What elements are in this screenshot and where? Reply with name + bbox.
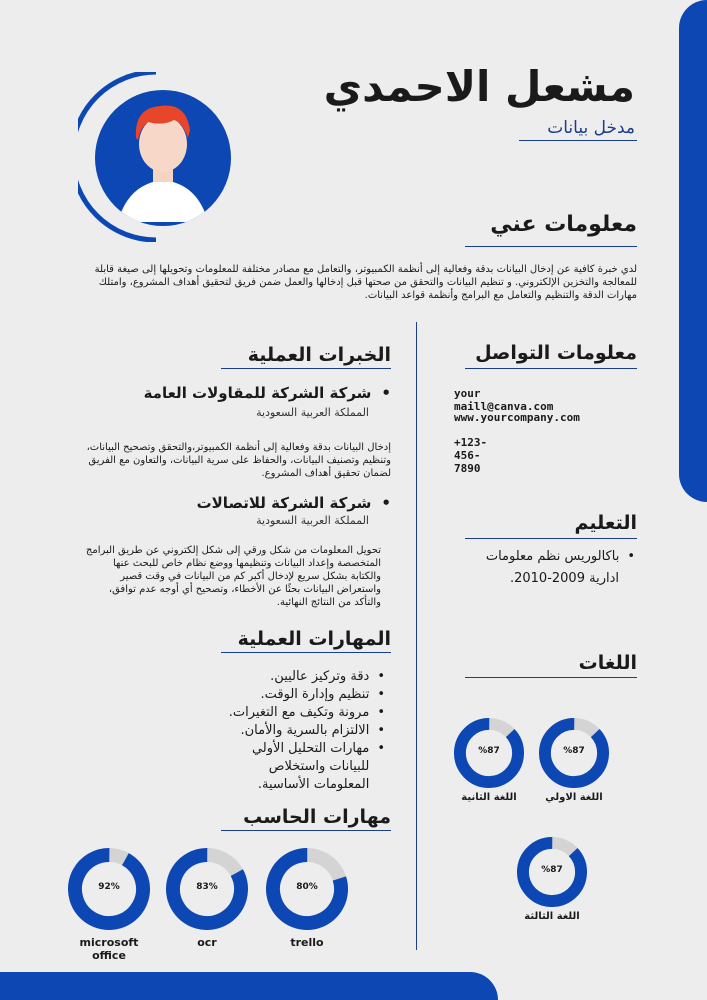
job-1 — [71, 384, 391, 419]
experience-underline — [221, 368, 391, 369]
person-role: مدخل بيانات — [547, 118, 635, 138]
job-1-location: المملكة العربية السعودية — [256, 406, 369, 419]
skills-underline — [221, 652, 391, 653]
language-2 — [454, 718, 534, 803]
computer-skill-2-label: ocr — [197, 936, 217, 949]
job-2-company: •شركة الشركة للاتصالات — [196, 494, 391, 512]
column-divider — [416, 322, 417, 950]
language-2-pct: %87 — [478, 746, 500, 756]
skill-item: •دقة وتركيز عاليين. — [270, 669, 385, 684]
about-underline — [465, 246, 637, 247]
computer-skill-2 — [166, 848, 252, 949]
skill-item: •الالتزام بالسرية والأمان. — [240, 723, 385, 738]
computer-title: مهارات الحاسب — [243, 806, 391, 828]
computer-skill-3 — [68, 848, 154, 962]
languages-underline — [465, 677, 637, 678]
skills-title: المهارات العملية — [237, 628, 391, 650]
role-underline — [519, 140, 637, 141]
skill-item: •مرونة وتكيف مع التغيرات. — [228, 705, 385, 720]
skill-item: • مهارات التحليل الأولي للبيانات واستخلاص المعلومات الأساسية. — [251, 741, 385, 792]
contact-underline — [465, 368, 637, 369]
person-name: مشعل الاحمدي — [323, 62, 635, 111]
experience-title: الخبرات العملية — [247, 344, 391, 366]
avatar — [78, 72, 248, 242]
job-2-location: المملكة العربية السعودية — [256, 514, 369, 527]
education-detail: ادارية 2009-2010. — [509, 571, 619, 586]
about-text: لدي خبرة كافية عن إدخال البيانات بدقة وفعالية إلى أنظمة الكمبيوتر، والتعامل مع مصادر مختلفة للمعلومات وتحويلها إلى صيغة قابلة للمعالجة والتخزين الإلكتروني. و تنظيم البيانات والتحقق من صحتها قبل إدخالها والعمل ضمن فريق لتحقيق أهداف المشروع، وامتلك مهارات الدقة والتنظيم والتعامل مع البرامج وأنظمة قواعد البيانات. — [94, 264, 637, 301]
language-3-label: اللغة الثالثة — [524, 911, 580, 922]
language-1 — [539, 718, 619, 803]
language-3 — [517, 837, 597, 922]
language-3-pct: %87 — [541, 865, 563, 875]
decor-bar-right — [679, 0, 707, 502]
education-title: التعليم — [574, 512, 637, 534]
education-entry — [455, 546, 635, 590]
skills-list — [205, 668, 385, 794]
job-2-description: تحويل المعلومات من شكل ورقي إلى شكل إلكتروني عن طريق البرامج المتخصصة وإعداد البيانات وتنظيمها ووضع نظام خاص للبحث عنها والكتابة بشكل سريع لإدخال أكبر كم من البيانات في وقت قصير واستعراض البيانات بحثًا عن الأخطاء، وتصحيح أي أوجه عدم توافق، والتأكد من النتائج النهائية. — [85, 545, 381, 608]
job-1-description: إدخال البيانات بدقة وفعالية إلى أنظمة الكمبيوتر،والتحقق وتصحيح البيانات، وتنظيم وتصنيف البيانات، والحفاظ على سرية البيانات، والتعاون مع الفريق لضمان تحقيق أهداف المشروع. — [86, 442, 391, 479]
language-1-label: اللغة الاولي — [545, 792, 603, 803]
computer-skill-1-label: trello — [290, 936, 324, 949]
language-2-label: اللغة الثانية — [461, 792, 517, 803]
computer-underline — [221, 830, 391, 831]
languages-title: اللغات — [578, 652, 637, 674]
language-1-pct: %87 — [563, 746, 585, 756]
skill-item: •تنظيم وإدارة الوقت. — [260, 687, 385, 702]
computer-skill-3-pct: 92% — [98, 882, 120, 892]
decor-bar-bottom — [0, 972, 498, 1000]
computer-skill-3-label: microsoft office — [79, 936, 139, 962]
job-2 — [71, 494, 391, 527]
computer-skill-2-pct: 83% — [196, 882, 218, 892]
about-title: معلومات عني — [490, 212, 637, 237]
computer-skill-1-pct: 80% — [296, 882, 318, 892]
job-1-company: •شركة الشركة للمقاولات العامة — [143, 384, 391, 402]
contact-title: معلومات التواصل — [475, 342, 637, 364]
education-underline — [465, 538, 637, 539]
computer-skill-1 — [266, 848, 352, 949]
education-degree: •باكالوريس نظم معلومات — [485, 549, 635, 564]
